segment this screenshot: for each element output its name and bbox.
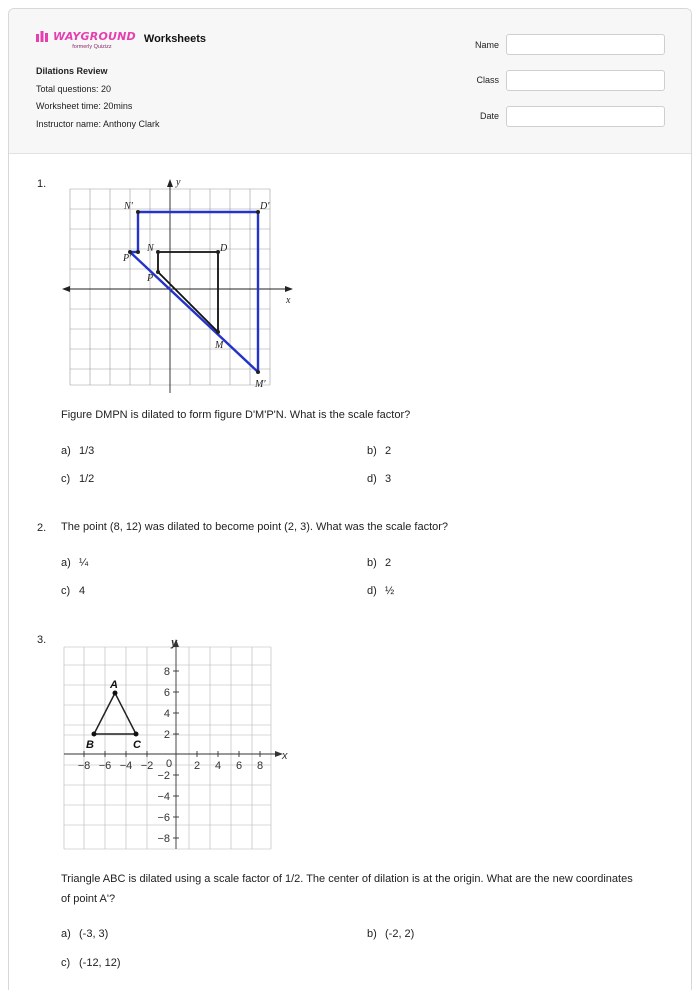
question-3-option-b[interactable]: b) (-2, 2) (367, 928, 415, 940)
y-tick-neg4: −4 (157, 791, 170, 803)
question-1-option-b[interactable]: b) 2 (367, 445, 392, 457)
points (128, 210, 260, 374)
class-input[interactable] (506, 70, 665, 91)
question-3-option-c[interactable]: c) (-12, 12) (61, 957, 121, 969)
label-m: M (215, 340, 224, 351)
date-label: Date (479, 111, 499, 121)
x-tick-4: 4 (214, 760, 222, 772)
logo-subtitle: formerly Quizizz (72, 44, 112, 50)
label-n-prime: N' (124, 201, 133, 212)
vertices (92, 691, 139, 737)
class-label: Class (476, 75, 499, 85)
app-title: Worksheets (143, 33, 207, 45)
question-2-option-c[interactable]: c) 4 (61, 585, 86, 597)
y-tick-2: 2 (163, 729, 170, 741)
axis-label-x: x (282, 750, 288, 762)
label-b: B (86, 739, 94, 751)
question-2-option-a[interactable]: a) ¼ (61, 557, 89, 569)
y-tick-neg6: −6 (157, 812, 170, 824)
label-d: D (220, 243, 228, 254)
label-a: A (110, 679, 118, 691)
y-tick-labels (157, 666, 173, 845)
x-tick-neg6: −6 (98, 760, 112, 772)
x-tick-neg8: −8 (77, 760, 91, 772)
x-tick-labels (78, 758, 263, 772)
name-input[interactable] (506, 34, 665, 55)
question-3-number: 3. (37, 634, 47, 646)
x-tick-neg2: −2 (140, 760, 154, 772)
y-tick-6: 6 (163, 687, 170, 699)
question-3-figure (57, 627, 297, 853)
question-2-text: The point (8, 12) was dilated to become point (2, 3). What was the scale factor? (61, 521, 449, 533)
question-2-option-d[interactable]: d) ½ (367, 585, 395, 597)
question-3-option-a[interactable]: a) (-3, 3) (61, 928, 109, 940)
x-tick-6: 6 (235, 760, 243, 772)
question-1-number: 1. (37, 178, 47, 190)
axis-label-y: y (171, 637, 178, 649)
date-input[interactable] (506, 106, 665, 127)
question-2-option-b[interactable]: b) 2 (367, 557, 392, 569)
logo-mark-icon (36, 31, 50, 42)
question-1-text: Figure DMPN is dilated to form figure D'M'P'N. What is the scale factor? (61, 409, 411, 421)
instructor-name: Instructor name: Anthony Clark (36, 119, 160, 129)
question-1-option-c[interactable]: c) 1/2 (61, 473, 95, 485)
label-p-prime: P' (123, 253, 132, 264)
label-p: P (147, 273, 154, 284)
axes (64, 645, 277, 849)
x-tick-neg4: −4 (119, 760, 133, 772)
axes (67, 185, 287, 393)
logo-text: WAYGROUND (53, 30, 136, 43)
x-axis-arrow-left-icon (62, 286, 70, 292)
y-tick-8: 8 (163, 666, 170, 678)
question-1-option-d[interactable]: d) 3 (367, 473, 392, 485)
total-questions: Total questions: 20 (36, 84, 112, 94)
question-2-number: 2. (37, 522, 47, 534)
question-3-text: Triangle ABC is dilated using a scale factor of 1/2. The center of dilation is at the origin. What are the new coordinates of point A'? (61, 873, 633, 905)
y-tick-neg8: −8 (157, 833, 170, 845)
y-tick-neg2: −2 (157, 770, 170, 782)
worksheet (8, 8, 692, 990)
wayground-logo (36, 30, 136, 50)
axis-label-x: x (286, 295, 291, 306)
label-d-prime: D' (260, 201, 270, 212)
worksheet-time: Worksheet time: 20mins (36, 101, 133, 111)
x-axis-arrow-right-icon (285, 286, 293, 292)
y-tick-4: 4 (163, 708, 170, 720)
y-axis-arrow-up-icon (167, 179, 173, 187)
brand (36, 30, 206, 50)
triangle-abc (94, 693, 136, 734)
label-c: C (133, 739, 141, 751)
axis-label-y: y (176, 177, 181, 188)
name-label: Name (474, 40, 499, 50)
x-tick-8: 8 (256, 760, 264, 772)
worksheet-header (9, 9, 692, 154)
question-1-option-a[interactable]: a) 1/3 (61, 445, 95, 457)
figure-dmpn (158, 252, 218, 332)
figure-d-prime-m-prime-p-prime-n-prime (130, 212, 258, 372)
x-tick-2: 2 (193, 760, 201, 772)
question-1-figure (57, 171, 297, 393)
label-m-prime: M' (255, 379, 266, 390)
x-tick-0: 0 (165, 758, 173, 770)
worksheet-title: Dilations Review (36, 66, 108, 76)
label-n: N (147, 243, 154, 254)
